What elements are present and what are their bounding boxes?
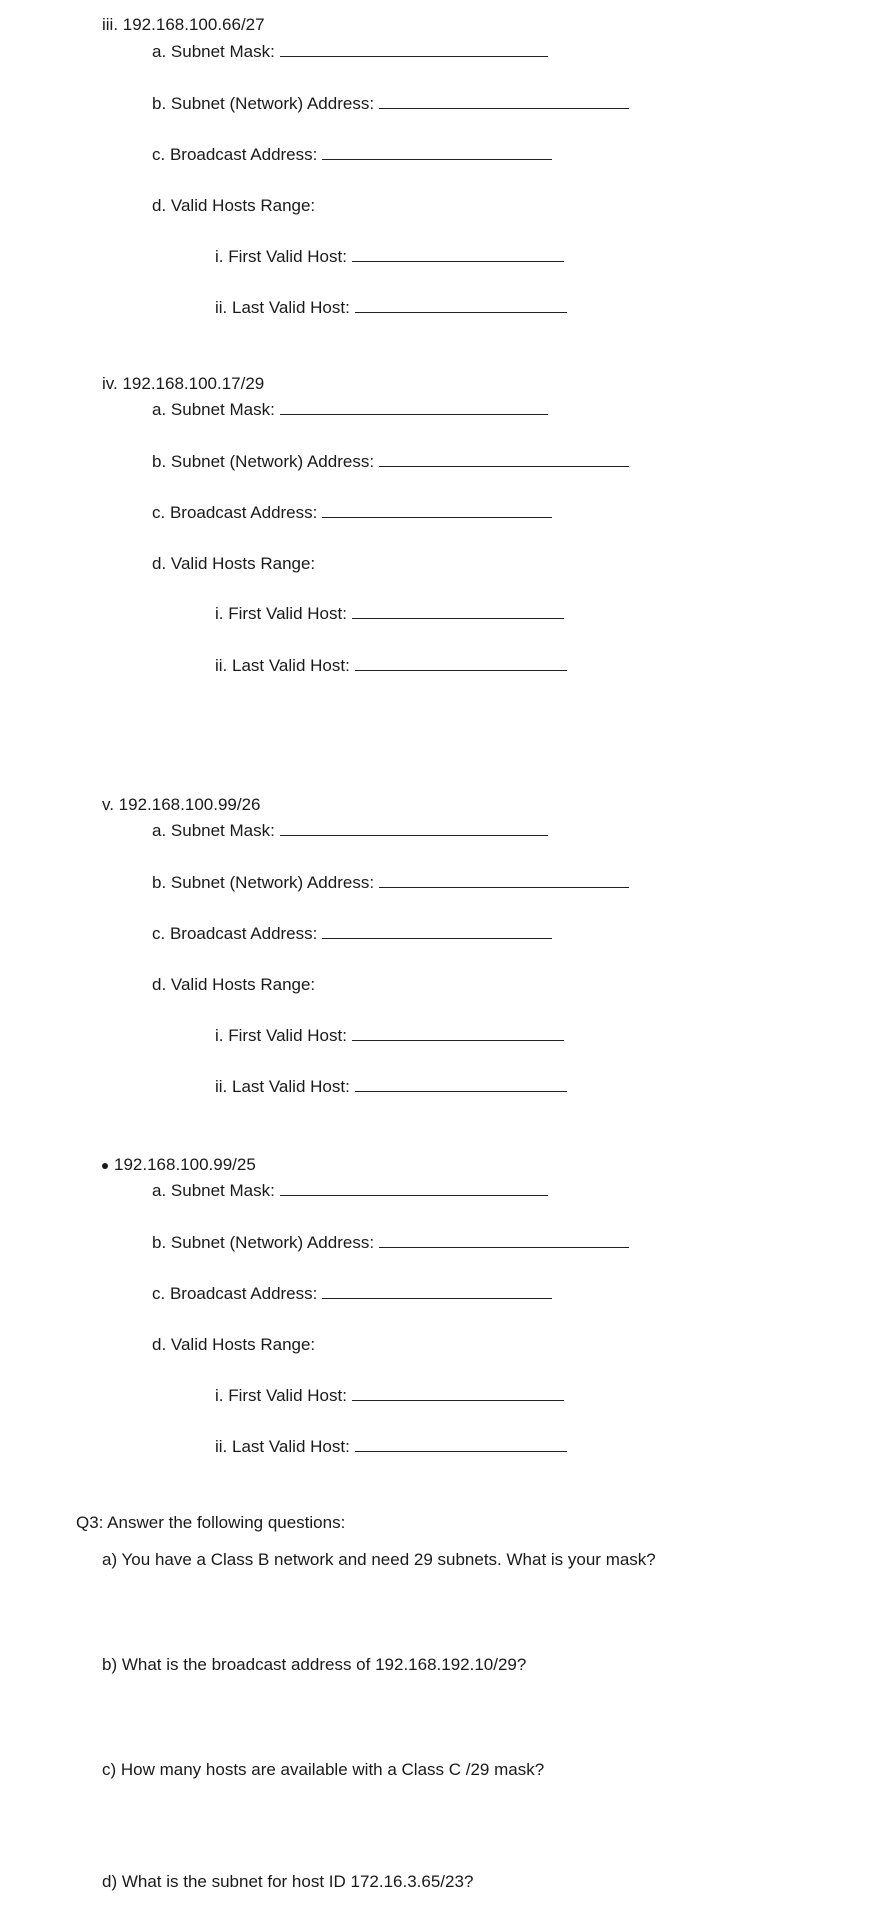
broadcast-address-label: c. Broadcast Address:: [152, 924, 318, 943]
broadcast-address-row: [152, 503, 552, 523]
broadcast-address-label: c. Broadcast Address:: [152, 1284, 318, 1303]
broadcast-address-row: [152, 1284, 552, 1304]
last-valid-host-answer-blank[interactable]: [355, 1077, 567, 1092]
subnet-mask-label: a. Subnet Mask:: [152, 400, 275, 419]
first-valid-host-answer-blank[interactable]: [352, 1026, 564, 1041]
bullet-icon: [102, 1163, 108, 1169]
broadcast-address-answer-blank[interactable]: [322, 503, 552, 518]
network-address-row: [152, 873, 629, 893]
subnet-mask-row: [152, 400, 548, 420]
network-address-answer-blank[interactable]: [379, 873, 629, 888]
broadcast-address-row: [152, 924, 552, 944]
broadcast-address-label: c. Broadcast Address:: [152, 145, 318, 164]
valid-hosts-range-label: d. Valid Hosts Range:: [152, 975, 316, 994]
network-address-label: b. Subnet (Network) Address:: [152, 452, 375, 471]
network-address-row: [152, 94, 629, 114]
first-valid-host-label: i. First Valid Host:: [215, 1026, 347, 1045]
subnet-mask-row: [152, 1181, 548, 1201]
first-valid-host-label: i. First Valid Host:: [215, 604, 347, 623]
subnet-mask-answer-blank[interactable]: [280, 42, 548, 57]
subnet-mask-answer-blank[interactable]: [280, 821, 548, 836]
section-header: v. 192.168.100.99/26: [102, 795, 261, 814]
network-address-label: b. Subnet (Network) Address:: [152, 94, 375, 113]
subnet-mask-label: a. Subnet Mask:: [152, 821, 275, 840]
first-valid-host-row: [215, 1026, 564, 1046]
network-address-answer-blank[interactable]: [379, 94, 629, 109]
first-valid-host-row: [215, 604, 564, 624]
network-address-row: [152, 1233, 629, 1253]
subnet-mask-row: [152, 42, 548, 62]
valid-hosts-range-label: d. Valid Hosts Range:: [152, 554, 316, 573]
subnet-mask-answer-blank[interactable]: [280, 400, 548, 415]
subnet-mask-row: [152, 821, 548, 841]
section-header: iv. 192.168.100.17/29: [102, 374, 265, 393]
network-address-label: b. Subnet (Network) Address:: [152, 1233, 375, 1252]
q3-question-a: a) You have a Class B network and need 29 subnets. What is your mask?: [102, 1550, 656, 1569]
section-header: 192.168.100.99/25: [114, 1155, 256, 1174]
first-valid-host-answer-blank[interactable]: [352, 247, 564, 262]
first-valid-host-row: [215, 1386, 564, 1406]
subnet-mask-label: a. Subnet Mask:: [152, 42, 275, 61]
broadcast-address-answer-blank[interactable]: [322, 145, 552, 160]
network-address-answer-blank[interactable]: [379, 1233, 629, 1248]
last-valid-host-row: [215, 298, 567, 318]
last-valid-host-label: ii. Last Valid Host:: [215, 1437, 350, 1456]
section-header-row: [102, 1155, 256, 1175]
network-address-answer-blank[interactable]: [379, 452, 629, 467]
q3-title: Q3: Answer the following questions:: [76, 1513, 346, 1532]
network-address-row: [152, 452, 629, 472]
section-header: iii. 192.168.100.66/27: [102, 15, 265, 34]
broadcast-address-answer-blank[interactable]: [322, 1284, 552, 1299]
broadcast-address-label: c. Broadcast Address:: [152, 503, 318, 522]
last-valid-host-answer-blank[interactable]: [355, 656, 567, 671]
first-valid-host-label: i. First Valid Host:: [215, 247, 347, 266]
valid-hosts-range-label: d. Valid Hosts Range:: [152, 1335, 316, 1354]
first-valid-host-label: i. First Valid Host:: [215, 1386, 347, 1405]
first-valid-host-row: [215, 247, 564, 267]
network-address-label: b. Subnet (Network) Address:: [152, 873, 375, 892]
last-valid-host-label: ii. Last Valid Host:: [215, 656, 350, 675]
last-valid-host-label: ii. Last Valid Host:: [215, 1077, 350, 1096]
first-valid-host-answer-blank[interactable]: [352, 604, 564, 619]
last-valid-host-row: [215, 1437, 567, 1457]
last-valid-host-label: ii. Last Valid Host:: [215, 298, 350, 317]
last-valid-host-answer-blank[interactable]: [355, 1437, 567, 1452]
q3-question-b: b) What is the broadcast address of 192.168.192.10/29?: [102, 1655, 527, 1674]
broadcast-address-row: [152, 145, 552, 165]
subnet-mask-label: a. Subnet Mask:: [152, 1181, 275, 1200]
first-valid-host-answer-blank[interactable]: [352, 1386, 564, 1401]
q3-question-d: d) What is the subnet for host ID 172.16.3.65/23?: [102, 1872, 474, 1891]
valid-hosts-range-label: d. Valid Hosts Range:: [152, 196, 316, 215]
q3-question-c: c) How many hosts are available with a Class C /29 mask?: [102, 1760, 545, 1779]
broadcast-address-answer-blank[interactable]: [322, 924, 552, 939]
last-valid-host-row: [215, 656, 567, 676]
last-valid-host-answer-blank[interactable]: [355, 298, 567, 313]
subnet-mask-answer-blank[interactable]: [280, 1181, 548, 1196]
last-valid-host-row: [215, 1077, 567, 1097]
